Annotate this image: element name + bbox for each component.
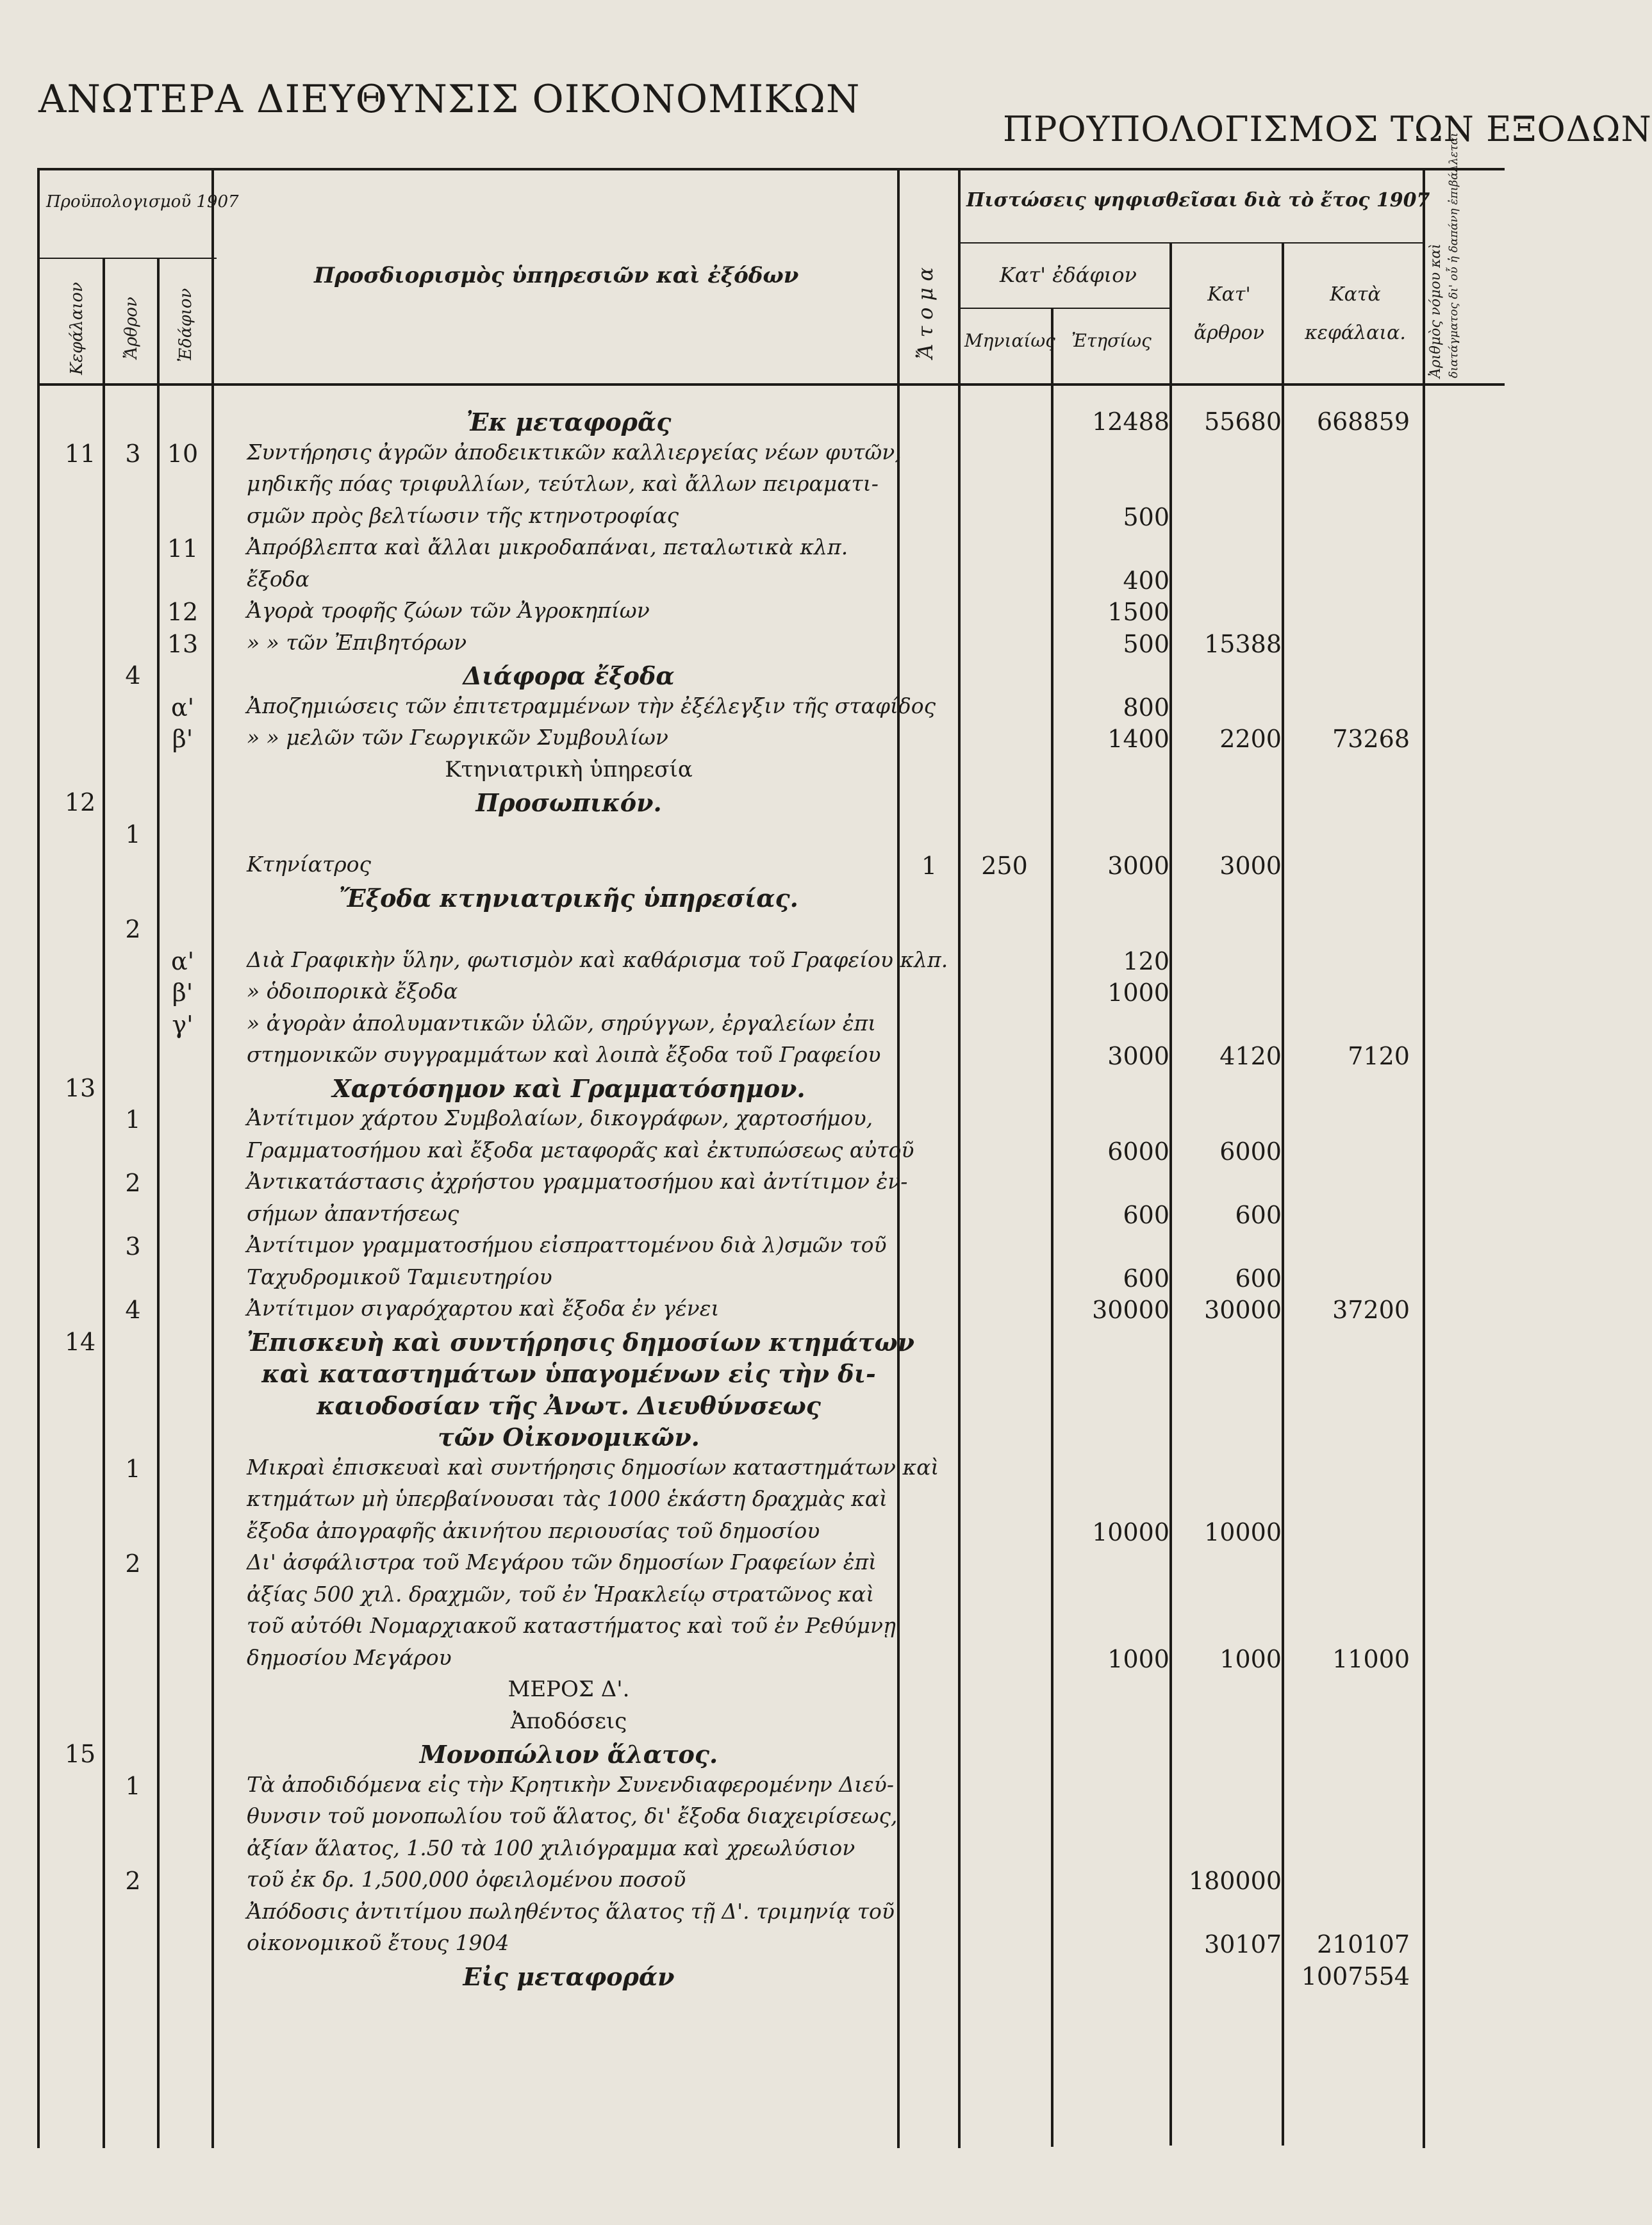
- arthron-number: 1: [125, 1771, 141, 1800]
- article-amount: 2200: [1219, 725, 1282, 753]
- table-row: [0, 1867, 1560, 1899]
- row-description: Ἀντίτιμον γραμματοσήμου εἰσπραττομένου διὰ λ)σμῶν τοῦ: [247, 1232, 887, 1257]
- article-amount: 55680: [1204, 408, 1282, 436]
- section-title: Ἐπισκευὴ καὶ συντήρησις δημοσίων κτημάτων: [247, 1327, 915, 1357]
- article-amount: 30000: [1204, 1296, 1282, 1324]
- table-row: [0, 1613, 1560, 1645]
- yearly-amount: 10000: [1092, 1518, 1169, 1546]
- yearly-amount: 1000: [1107, 1644, 1169, 1673]
- section-title: Μονοπώλιον ἅλατος.: [419, 1740, 718, 1769]
- row-description: Συντήρησις ἀγρῶν ἀποδεικτικῶν καλλιεργείας νέων φυτῶν,: [247, 439, 902, 465]
- chapter-amount: 7120: [1348, 1042, 1410, 1070]
- chapter-amount: 1007554: [1301, 1962, 1410, 1990]
- row-description: οἰκονομικοῦ ἔτους 1904: [247, 1930, 509, 1955]
- table-row: [0, 1962, 1560, 1994]
- chapter-amount: 668859: [1316, 408, 1410, 436]
- yearly-amount: 1400: [1107, 725, 1169, 753]
- article-amount: 4120: [1219, 1042, 1282, 1070]
- row-description: κτημάτων μὴ ὑπερβαίνουσαι τὰς 1000 ἑκάστη δραχμὰς καὶ: [247, 1486, 888, 1511]
- edafion-number: γ': [172, 1010, 194, 1039]
- yearly-amount: 3000: [1107, 852, 1169, 880]
- row-description: τοῦ αὐτόθι Νομαρχιακοῦ καταστήματος καὶ τοῦ ἐν Ρεθύμνῃ: [247, 1613, 896, 1638]
- row-description: Δι' ἀσφάλιστρα τοῦ Μεγάρου τῶν δημοσίων Γραφείων ἐπὶ: [247, 1550, 877, 1575]
- table-row: [0, 979, 1560, 1011]
- monthly-amount: 250: [981, 852, 1028, 880]
- yearly-amount: 800: [1123, 693, 1169, 722]
- table-row: [0, 1835, 1560, 1867]
- arthron-number: 2: [125, 915, 141, 943]
- table-row: [0, 1074, 1560, 1106]
- table-row: [0, 1423, 1560, 1455]
- arthron-number: 1: [125, 820, 141, 848]
- table-row: [0, 1042, 1560, 1074]
- chapter-amount: 37200: [1332, 1296, 1410, 1324]
- table-row: [0, 1486, 1560, 1518]
- credits-header: Πιστώσεις ψηφισθεῖσαι διὰ τὸ ἔτος 1907: [966, 189, 1430, 211]
- row-description: Μικραὶ ἐπισκευαὶ καὶ συντήρησις δημοσίων καταστημάτων καὶ: [247, 1454, 939, 1480]
- row-description: Ἀντίτιμον χάρτου Συμβολαίων, δικογράφων, χαρτοσήμου,: [247, 1105, 873, 1130]
- yearly-amount: 400: [1123, 566, 1169, 595]
- article-amount: 15388: [1204, 629, 1282, 658]
- row-description: Κτηνίατρος: [247, 852, 371, 877]
- row-description: Ἀντικατάστασις ἀχρήστου γραμματοσήμου καὶ ἀντίτιμον ἐν-: [247, 1169, 908, 1194]
- table-top-border: [37, 168, 1505, 170]
- arthron-number: 4: [125, 661, 141, 690]
- table-row: [0, 440, 1560, 472]
- row-description: Διὰ Γραφικὴν ὕλην, φωτισμὸν καὶ καθάρισμα τοῦ Γραφείου κλπ.: [247, 947, 948, 972]
- table-row: [0, 1232, 1560, 1264]
- article-amount: 10000: [1204, 1518, 1282, 1546]
- kata-kefalaia-header: Κατὰ κεφάλαια.: [1305, 283, 1406, 344]
- edafion-number: α': [170, 693, 195, 722]
- arthron-number: 2: [125, 1867, 141, 1895]
- table-row: [0, 693, 1560, 725]
- kefalaion-number: 12: [64, 788, 96, 816]
- row-description: δημοσίου Μεγάρου: [247, 1644, 452, 1670]
- arthron-number: 2: [125, 1169, 141, 1197]
- table-row: [0, 1105, 1560, 1137]
- row-description: » » τῶν Ἐπιβητόρων: [247, 629, 467, 655]
- article-amount: 600: [1235, 1200, 1282, 1229]
- edafion-number: 12: [167, 598, 199, 626]
- row-description: σήμων ἀπαντήσεως: [247, 1200, 459, 1226]
- kat-arthron-header: Κατ' ἄρθρον: [1194, 283, 1264, 344]
- atoma-header: Ἄτομα: [913, 261, 938, 359]
- edafion-number: 11: [167, 534, 199, 563]
- kefalaion-number: 15: [64, 1740, 96, 1768]
- table-row: [0, 661, 1560, 693]
- arthron-header: Ἄρθρον: [122, 297, 141, 359]
- table-row: [0, 1137, 1560, 1170]
- yearly-amount: 500: [1123, 502, 1169, 531]
- kefalaion-number: 14: [64, 1327, 96, 1356]
- table-row: [0, 1518, 1560, 1550]
- row-description: θυνσιν τοῦ μονοπωλίου τοῦ ἅλατος, δι' ἔξοδα διαχειρίσεως,: [247, 1803, 898, 1828]
- yearly-amount: 120: [1123, 947, 1169, 975]
- row-description: ἔξοδα: [247, 566, 310, 591]
- table-row: [0, 1296, 1560, 1328]
- budget-divider: [37, 258, 217, 259]
- description-header: Προσδιορισμὸς ὑπηρεσιῶν καὶ ἐξόδων: [314, 263, 799, 288]
- kefalaion-number: 13: [64, 1073, 96, 1102]
- row-description: ἔξοδα ἀπογραφῆς ἀκινήτου περιουσίας τοῦ δημοσίου: [247, 1518, 820, 1543]
- right-header-title: ΠΡΟΥΠΟΛΟΓΙΣΜΟΣ ΤΩΝ ΕΞΟΔΩΝ: [1003, 109, 1652, 149]
- chapter-amount: 73268: [1332, 725, 1410, 753]
- yearly-header: Ἐτησίως: [1071, 330, 1152, 351]
- table-row: [0, 947, 1560, 979]
- table-row: [0, 884, 1560, 916]
- table-row: [0, 1740, 1560, 1772]
- row-description: μηδικῆς πόας τριφυλλίων, τεύτλων, καὶ ἄλλων πειραματι-: [247, 471, 879, 496]
- arthron-number: 3: [125, 439, 141, 468]
- arthron-number: 3: [125, 1232, 141, 1261]
- row-description: Ἀγορὰ τροφῆς ζώων τῶν Ἀγροκηπίων: [247, 598, 650, 623]
- row-description: τοῦ ἐκ δρ. 1,500,000 ὀφειλομένου ποσοῦ: [247, 1867, 686, 1892]
- arthron-number: 2: [125, 1550, 141, 1578]
- yearly-amount: 500: [1123, 629, 1169, 658]
- row-description: Ταχυδρομικοῦ Ταμιευτηρίου: [247, 1264, 552, 1289]
- table-row: [0, 852, 1560, 884]
- header-bottom-border: [37, 383, 1505, 386]
- kefalaion-number: 11: [64, 439, 96, 468]
- arthron-number: 1: [125, 1105, 141, 1134]
- section-subtitle: Κτηνιατρικὴ ὑπηρεσία: [445, 756, 693, 782]
- chapter-amount: 210107: [1316, 1930, 1410, 1958]
- yearly-amount: 1500: [1107, 598, 1169, 626]
- table-row: [0, 1011, 1560, 1043]
- table-row: [0, 1264, 1560, 1296]
- row-description: Ἀντίτιμον σιγαρόχαρτου καὶ ἔξοδα ἐν γένει: [247, 1296, 720, 1321]
- section-title: Διάφορα ἔξοδα: [463, 661, 675, 690]
- table-row: [0, 471, 1560, 503]
- atoma-value: 1: [921, 852, 938, 880]
- article-amount: 600: [1235, 1264, 1282, 1293]
- section-title: Χαρτόσημον καὶ Γραμματόσημον.: [332, 1073, 805, 1103]
- section-title: καιοδοσίαν τῆς Ἀνωτ. Διευθύνσεως: [317, 1391, 821, 1420]
- yearly-amount: 600: [1123, 1264, 1169, 1293]
- row-description: Ἀποζημιώσεις τῶν ἐπιτετραμμένων τὴν ἐξέλεγξιν τῆς σταφίδος: [247, 693, 936, 718]
- table-row: [0, 1772, 1560, 1804]
- yearly-amount: 1000: [1107, 979, 1169, 1007]
- edafion-number: α': [170, 947, 195, 975]
- article-amount: 1000: [1219, 1644, 1282, 1673]
- table-row: [0, 1550, 1560, 1582]
- section-title: καὶ καταστημάτων ὑπαγομένων εἰς τὴν δι-: [261, 1359, 876, 1388]
- row-description: Γραμματοσήμου καὶ ἔξοδα μεταφορᾶς καὶ ἐκτυπώσεως αὐτοῦ: [247, 1137, 914, 1162]
- left-header-title: ΑΝΩΤΕΡΑ ΔΙΕΥΘΥΝΣΙΣ ΟΙΚΟΝΟΜΙΚΩΝ: [38, 77, 861, 122]
- article-amount: 6000: [1219, 1137, 1282, 1166]
- section-title: Προσωπικόν.: [475, 788, 662, 817]
- row-description: ἀξίας 500 χιλ. δραχμῶν, τοῦ ἐν Ἡρακλείῳ στρατῶνος καὶ: [247, 1581, 875, 1607]
- law-number-header: Ἀριθμὸς νόμου καὶ: [1428, 244, 1444, 378]
- section-title: τῶν Οἰκονομικῶν.: [438, 1423, 700, 1452]
- section-title: Ἐκ μεταφορᾶς: [466, 408, 672, 436]
- table-row: [0, 757, 1560, 789]
- table-row: [0, 820, 1560, 852]
- section-title: Ἔξοδα κτηνιατρικῆς ὑπηρεσίας.: [339, 883, 798, 913]
- table-row: [0, 1930, 1560, 1962]
- table-row: [0, 598, 1560, 630]
- law-decree-header: διατάγματος δι' οὗ ἡ δαπάνη ἐπιβάλλεται: [1447, 132, 1460, 378]
- kat-edafion-header: Κατ' ἐδάφιον: [1000, 263, 1137, 287]
- row-description: Τὰ ἀποδιδόμενα εἰς τὴν Κρητικὴν Συνενδιαφερομένην Διεύ-: [247, 1771, 894, 1797]
- table-row: [0, 503, 1560, 535]
- edafion-header: Ἐδάφιον: [176, 288, 195, 362]
- table-row: [0, 1803, 1560, 1835]
- kefalaion-header: Κεφάλαιον: [67, 282, 87, 375]
- row-description: » ὁδοιπορικὰ ἔξοδα: [247, 979, 458, 1004]
- article-amount: 3000: [1219, 852, 1282, 880]
- table-row: [0, 1391, 1560, 1423]
- table-row: [0, 567, 1560, 599]
- table-row: [0, 1359, 1560, 1391]
- row-description: στημονικῶν συγγραμμάτων καὶ λοιπὰ ἔξοδα τοῦ Γραφείου: [247, 1042, 881, 1067]
- table-row: [0, 630, 1560, 662]
- arthron-number: 4: [125, 1296, 141, 1324]
- table-row: [0, 1676, 1560, 1708]
- table-row: [0, 1708, 1560, 1741]
- section-subtitle: Ἀποδόσεις: [510, 1708, 627, 1734]
- credits-divider: [958, 242, 1423, 244]
- row-description: σμῶν πρὸς βελτίωσιν τῆς κτηνοτροφίας: [247, 502, 679, 528]
- kat-edafion-divider: [958, 308, 1169, 309]
- table-row: [0, 1169, 1560, 1201]
- table-row: [0, 915, 1560, 947]
- table-row: [0, 788, 1560, 820]
- row-description: » ἀγορὰν ἀπολυμαντικῶν ὑλῶν, σηρύγγων, ἐργαλείων ἐπι: [247, 1010, 877, 1036]
- table-row: [0, 1328, 1560, 1360]
- edafion-number: β': [172, 725, 194, 753]
- article-amount: 180000: [1188, 1867, 1282, 1895]
- edafion-number: 13: [167, 629, 199, 658]
- row-description: ἀξίαν ἅλατος, 1.50 τὰ 100 χιλιόγραμμα καὶ χρεωλύσιον: [247, 1835, 855, 1860]
- section-title: Εἰς μεταφοράν: [463, 1962, 675, 1991]
- table-row: [0, 1201, 1560, 1233]
- arthron-number: 1: [125, 1454, 141, 1483]
- monthly-header: Μηνιαίως: [964, 330, 1055, 351]
- row-description: Ἀπρόβλεπτα καὶ ἄλλαι μικροδαπάναι, πεταλωτικὰ κλπ.: [247, 534, 848, 559]
- table-row: [0, 1645, 1560, 1677]
- yearly-amount: 3000: [1107, 1042, 1169, 1070]
- yearly-amount: 12488: [1092, 408, 1169, 436]
- table-row: [0, 534, 1560, 567]
- table-row: [0, 1455, 1560, 1487]
- yearly-amount: 6000: [1107, 1137, 1169, 1166]
- article-amount: 30107: [1204, 1930, 1282, 1958]
- section-subtitle: ΜΕΡΟΣ Δ'.: [508, 1676, 630, 1702]
- table-row: [0, 408, 1560, 440]
- table-row: [0, 725, 1560, 757]
- row-description: » » μελῶν τῶν Γεωργικῶν Συμβουλίων: [247, 725, 668, 750]
- yearly-amount: 600: [1123, 1200, 1169, 1229]
- row-description: Ἀπόδοσις ἀντιτίμου πωληθέντος ἅλατος τῇ Δ'. τριμηνίᾳ τοῦ: [247, 1898, 895, 1924]
- table-row: [0, 1582, 1560, 1614]
- edafion-number: 10: [167, 439, 199, 468]
- budget-year-label: Προϋπολογισμοῦ 1907: [46, 192, 239, 211]
- yearly-amount: 30000: [1092, 1296, 1169, 1324]
- table-row: [0, 1899, 1560, 1931]
- chapter-amount: 11000: [1332, 1644, 1410, 1673]
- edafion-number: β': [172, 979, 194, 1007]
